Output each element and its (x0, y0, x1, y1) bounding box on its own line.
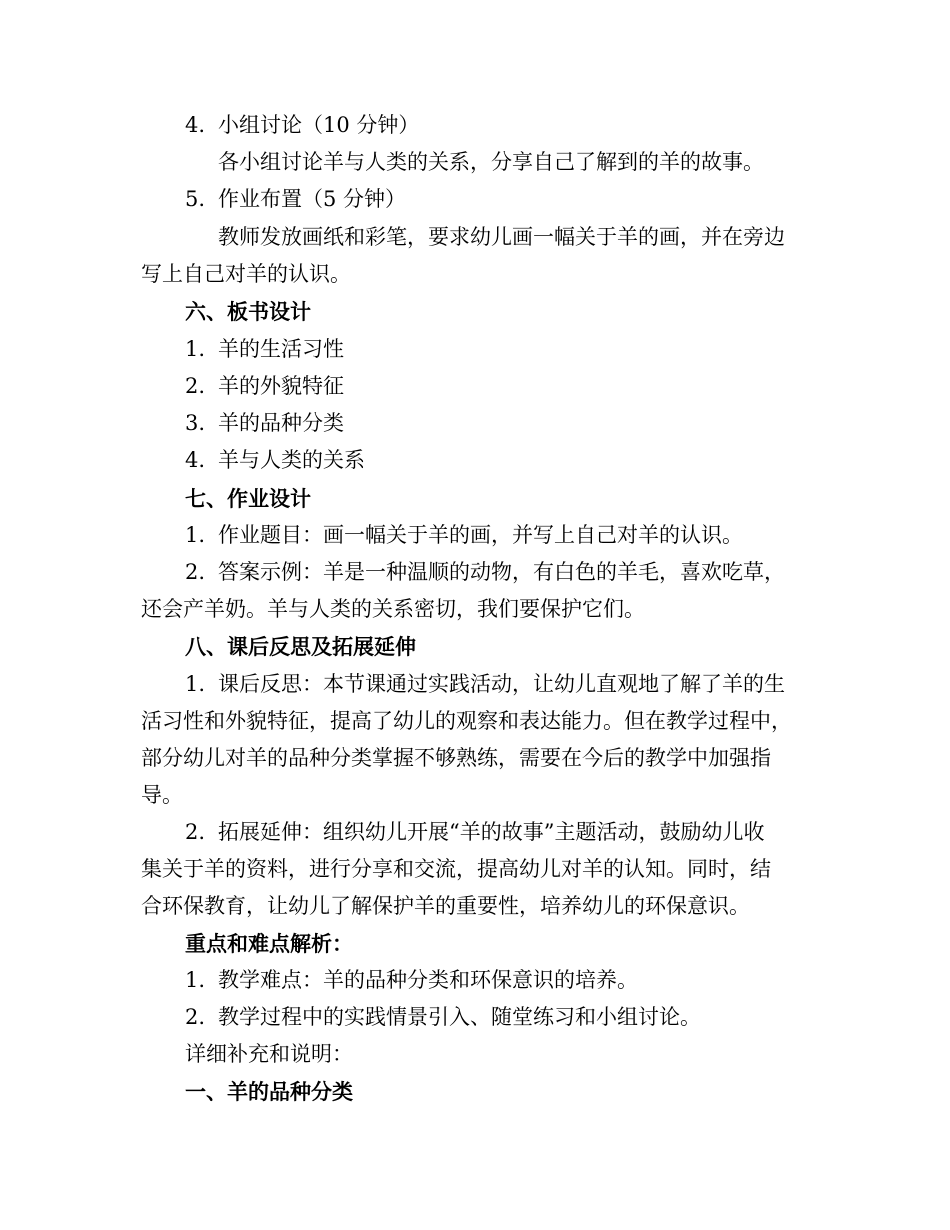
list-number: 1. (185, 968, 206, 992)
list-number: 1. (185, 523, 206, 547)
list-item (185, 517, 811, 554)
list-item-text: 答案示例：羊是一种温顺的动物，有白色的羊毛，喜欢吃草， (218, 560, 785, 584)
list-item-text: 小组讨论（10 分钟） (218, 113, 420, 137)
list-item (185, 331, 811, 368)
list-number: 4. (185, 113, 206, 137)
list-item (185, 107, 811, 144)
paragraph-line: 部分幼儿对羊的品种分类掌握不够熟练，需要在今后的教学中加强指 (141, 746, 771, 770)
list-number: 5. (185, 187, 206, 211)
list-item (185, 405, 811, 442)
list-item-text: 课后反思：本节课通过实践活动，让幼儿直观地了解了羊的生 (218, 672, 785, 696)
list-item-text: 作业布置（5 分钟） (218, 187, 407, 211)
section-heading: 重点和难点解析： (185, 931, 353, 956)
list-item-text: 教学过程中的实践情景引入、随堂练习和小组讨论。 (218, 1005, 701, 1029)
paragraph-line: 导。 (141, 783, 183, 807)
paragraph-line: 详细补充和说明： (185, 1042, 353, 1066)
list-item (185, 442, 811, 479)
list-item (185, 554, 811, 591)
paragraph-line: 活习性和外貌特征，提高了幼儿的观察和表达能力。但在教学过程中， (141, 709, 792, 733)
list-number: 4. (185, 448, 206, 472)
list-item-text: 羊的生活习性 (218, 337, 344, 361)
list-item-text: 羊的品种分类 (218, 411, 344, 435)
list-number: 1. (185, 337, 206, 361)
section-heading: 六、板书设计 (185, 299, 311, 324)
list-item (185, 962, 811, 999)
list-item-text: 拓展延伸：组织幼儿开展“羊的故事”主题活动，鼓励幼儿收 (218, 820, 765, 844)
list-item (185, 666, 811, 703)
paragraph-line: 还会产羊奶。羊与人类的关系密切，我们要保护它们。 (141, 597, 645, 621)
paragraph-line: 合环保教育，让幼儿了解保护羊的重要性，培养幼儿的环保意识。 (141, 894, 750, 918)
section-heading: 七、作业设计 (185, 486, 311, 511)
paragraph-line: 教师发放画纸和彩笔，要求幼儿画一幅关于羊的画，并在旁边 (218, 225, 785, 249)
list-number: 2. (185, 374, 206, 398)
paragraph-line: 各小组讨论羊与人类的关系，分享自己了解到的羊的故事。 (218, 150, 764, 174)
paragraph-line: 写上自己对羊的认识。 (141, 262, 351, 286)
list-item (185, 181, 811, 218)
list-number: 2. (185, 560, 206, 584)
list-number: 2. (185, 1005, 206, 1029)
list-number: 1. (185, 672, 206, 696)
list-number: 2. (185, 820, 206, 844)
list-number: 3. (185, 411, 206, 435)
list-item-text: 羊与人类的关系 (218, 448, 365, 472)
list-item-text: 教学难点：羊的品种分类和环保意识的培养。 (218, 968, 638, 992)
list-item-text: 作业题目：画一幅关于羊的画，并写上自己对羊的认识。 (218, 523, 743, 547)
list-item (185, 999, 811, 1036)
section-heading: 一、羊的品种分类 (185, 1079, 353, 1104)
section-heading: 八、课后反思及拓展延伸 (185, 634, 416, 659)
list-item-text: 羊的外貌特征 (218, 374, 344, 398)
list-item (185, 368, 811, 405)
paragraph-line: 集关于羊的资料，进行分享和交流，提高幼儿对羊的认知。同时，结 (141, 857, 771, 881)
list-item (185, 814, 811, 851)
